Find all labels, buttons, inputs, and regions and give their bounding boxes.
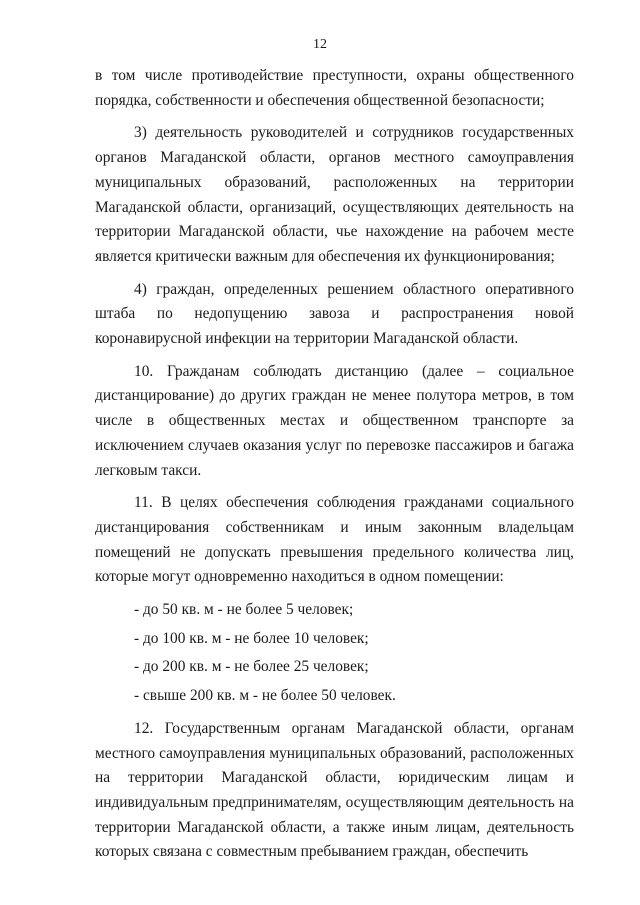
paragraph-clause-10: 10. Гражданам соблюдать дистанцию (далее – социальное дистанцирование) до других граждан не менее полутора метров, в том числе в общественных местах и общественном транспорте за исключением случаев оказания услуг по перевозке пассажиров и багажа легковым такси. [95,362,574,479]
area-limits-list [95,598,574,709]
paragraph-continuation: в том числе противодействие преступности, охраны общественного порядка, собственности и обеспечения общественной безопасности; [95,67,574,109]
paragraph-clause-12: 12. Государственным органам Магаданской области, органам местного самоуправления муниципальных образований, расположенных на территории Магаданской области, юридическим лицам и индивидуальным предпринимателям, осуществляющим деятельность на территории Магаданской области, а также иным лицам, деятельность которых связана с совместным пребыванием граждан, обеспечить [95,719,574,861]
paragraph-clause-11: 11. В целях обеспечения соблюдения гражданами социального дистанцирования собственникам и иным законным владельцам помещений не допускать превышения предельного количества лиц, которые могут одновременно находиться в одном помещении: [95,494,574,586]
paragraph-item-3: 3) деятельность руководителей и сотрудников государственных органов Магаданской области, органов местного самоуправления муниципальных образований, расположенных на территории Магаданской области, организаций, осуществляющих деятельность на территории Магаданской области, чье нахождение на рабочем месте является критически важным для обеспечения их функционирования; [95,124,574,265]
paragraph-item-4: 4) граждан, определенных решением областного оперативного штаба по недопущению завоза и распространения новой коронавирусной инфекции на территории Магаданской области. [95,280,574,348]
list-item: - до 100 кв. м - не более 10 человек; [134,629,369,647]
document-body [95,64,574,865]
page-number: 12 [313,37,327,52]
list-item: - до 200 кв. м - не более 25 человек; [134,658,369,676]
list-item: - свыше 200 кв. м - не более 50 человек. [134,687,396,705]
list-item: - до 50 кв. м - не более 5 человек; [134,601,354,619]
